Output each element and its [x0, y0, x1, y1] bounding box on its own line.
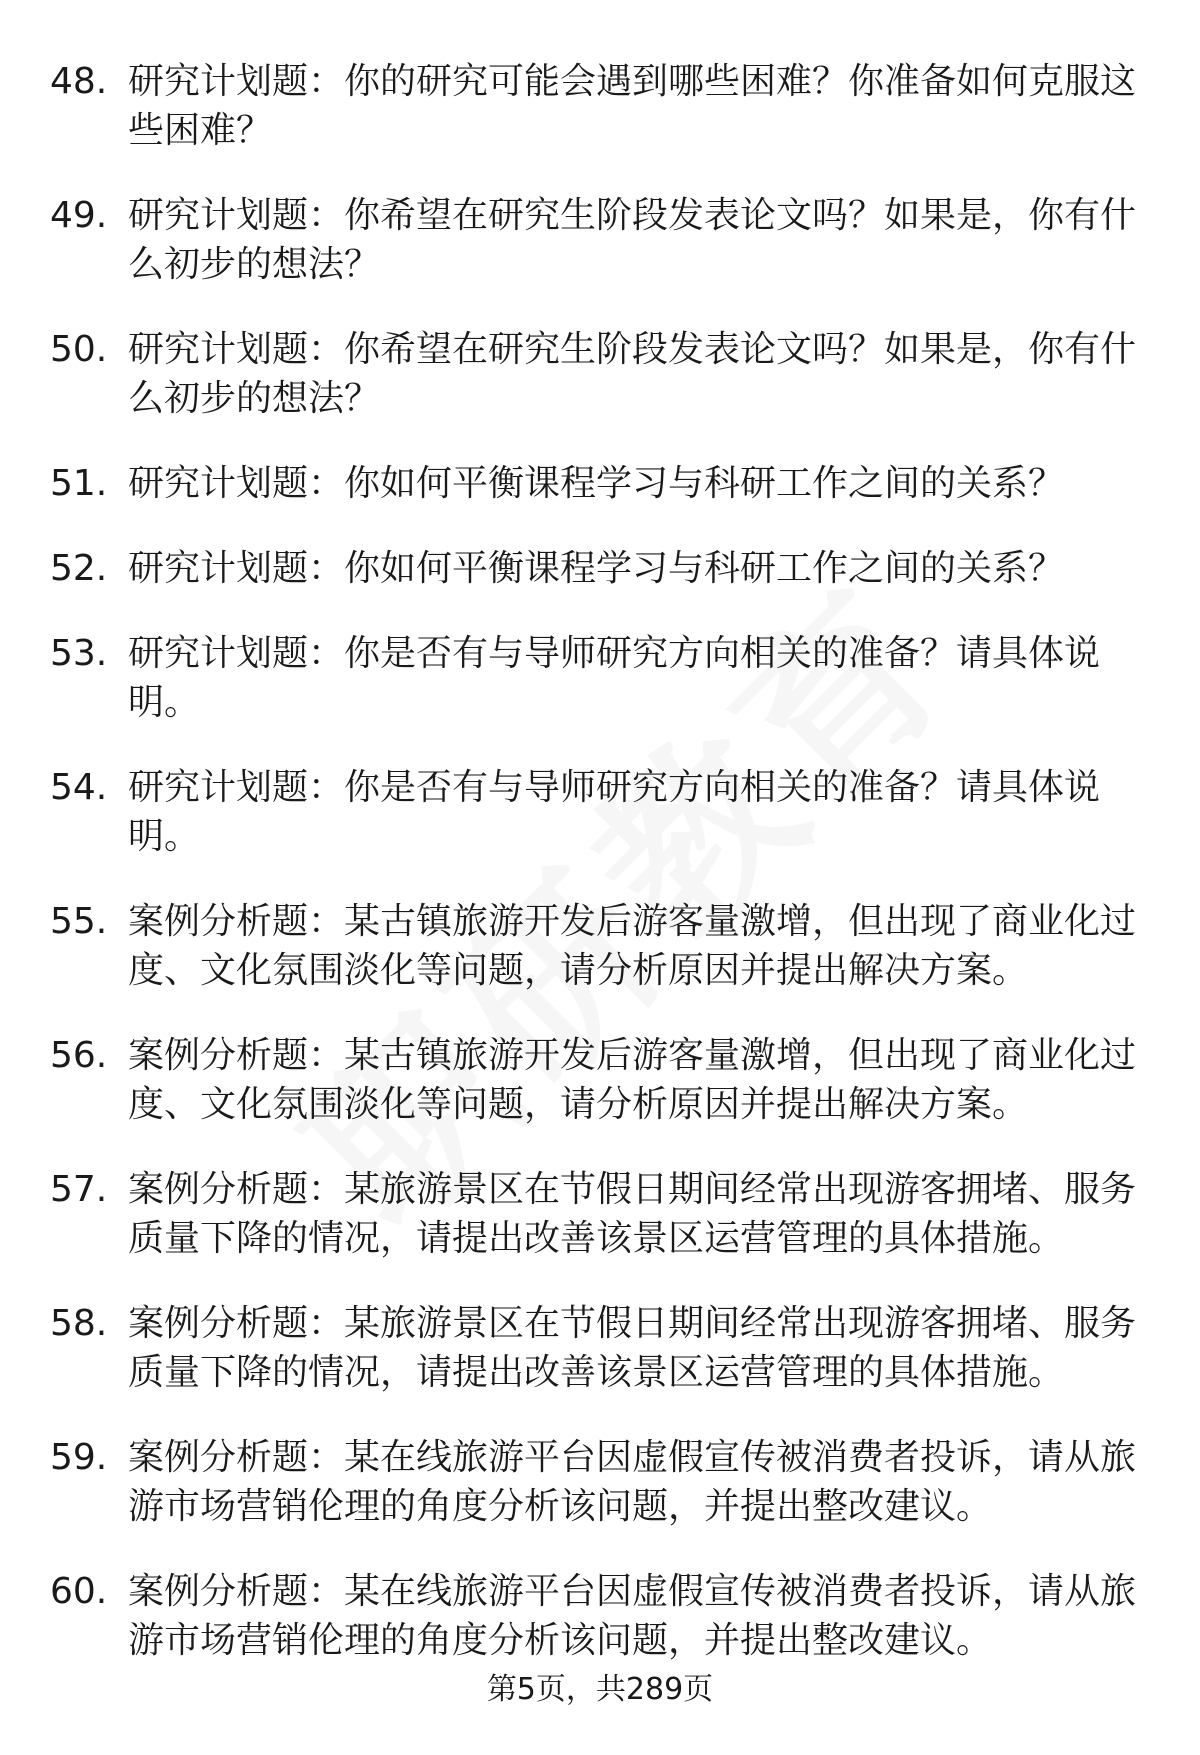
- question-number: 53.: [50, 633, 108, 674]
- question-number: 57.: [50, 1169, 108, 1210]
- question-text: 研究计划题：你如何平衡课程学习与科研工作之间的关系？: [128, 548, 1065, 589]
- question-text: 案例分析题：某旅游景区在节假日期间经常出现游客拥堵、服务质量下降的情况，请提出改善该景区运营管理的具体措施。: [128, 1303, 1137, 1393]
- question-item: [0, 544, 1200, 593]
- question-item: [0, 1031, 1200, 1132]
- question-number: 59.: [50, 1437, 108, 1478]
- question-item: [0, 897, 1200, 998]
- question-text: 研究计划题：你是否有与导师研究方向相关的准备？请具体说明。: [128, 767, 1101, 857]
- page-footer: 第5页，共289页: [486, 1672, 714, 1707]
- question-number: 60.: [50, 1571, 108, 1612]
- question-item: [0, 57, 1200, 158]
- question-number: 58.: [50, 1303, 108, 1344]
- question-text: 案例分析题：某古镇旅游开发后游客量激增，但出现了商业化过度、文化氛围淡化等问题，请分析原因并提出解决方案。: [128, 901, 1137, 991]
- question-text: 研究计划题：你的研究可能会遇到哪些困难？你准备如何克服这些困难？: [128, 61, 1137, 151]
- question-item: [0, 1165, 1200, 1266]
- question-number: 56.: [50, 1035, 108, 1076]
- question-number: 50.: [50, 329, 108, 370]
- question-item: [0, 191, 1200, 292]
- question-text: 案例分析题：某在线旅游平台因虚假宣传被消费者投诉，请从旅游市场营销伦理的角度分析该问题，并提出整改建议。: [128, 1437, 1137, 1527]
- question-text: 案例分析题：某古镇旅游开发后游客量激增，但出现了商业化过度、文化氛围淡化等问题，请分析原因并提出解决方案。: [128, 1035, 1137, 1125]
- question-item: [0, 1567, 1200, 1668]
- question-item: [0, 629, 1200, 730]
- question-number: 55.: [50, 901, 108, 942]
- question-text: 案例分析题：某在线旅游平台因虚假宣传被消费者投诉，请从旅游市场营销伦理的角度分析该问题，并提出整改建议。: [128, 1571, 1137, 1661]
- question-text: 研究计划题：你如何平衡课程学习与科研工作之间的关系？: [128, 463, 1065, 504]
- question-item: [0, 1299, 1200, 1400]
- question-item: [0, 325, 1200, 426]
- question-number: 51.: [50, 463, 108, 504]
- question-item: [0, 763, 1200, 864]
- question-text: 研究计划题：你是否有与导师研究方向相关的准备？请具体说明。: [128, 633, 1101, 723]
- question-number: 54.: [50, 767, 108, 808]
- question-item: [0, 459, 1200, 508]
- question-item: [0, 1433, 1200, 1534]
- question-text: 研究计划题：你希望在研究生阶段发表论文吗？如果是，你有什么初步的想法？: [128, 329, 1137, 419]
- question-text: 研究计划题：你希望在研究生阶段发表论文吗？如果是，你有什么初步的想法？: [128, 195, 1137, 285]
- question-text: 案例分析题：某旅游景区在节假日期间经常出现游客拥堵、服务质量下降的情况，请提出改善该景区运营管理的具体措施。: [128, 1169, 1137, 1259]
- question-number: 48.: [50, 61, 108, 102]
- question-number: 52.: [50, 548, 108, 589]
- question-list: [0, 57, 1200, 1701]
- question-number: 49.: [50, 195, 108, 236]
